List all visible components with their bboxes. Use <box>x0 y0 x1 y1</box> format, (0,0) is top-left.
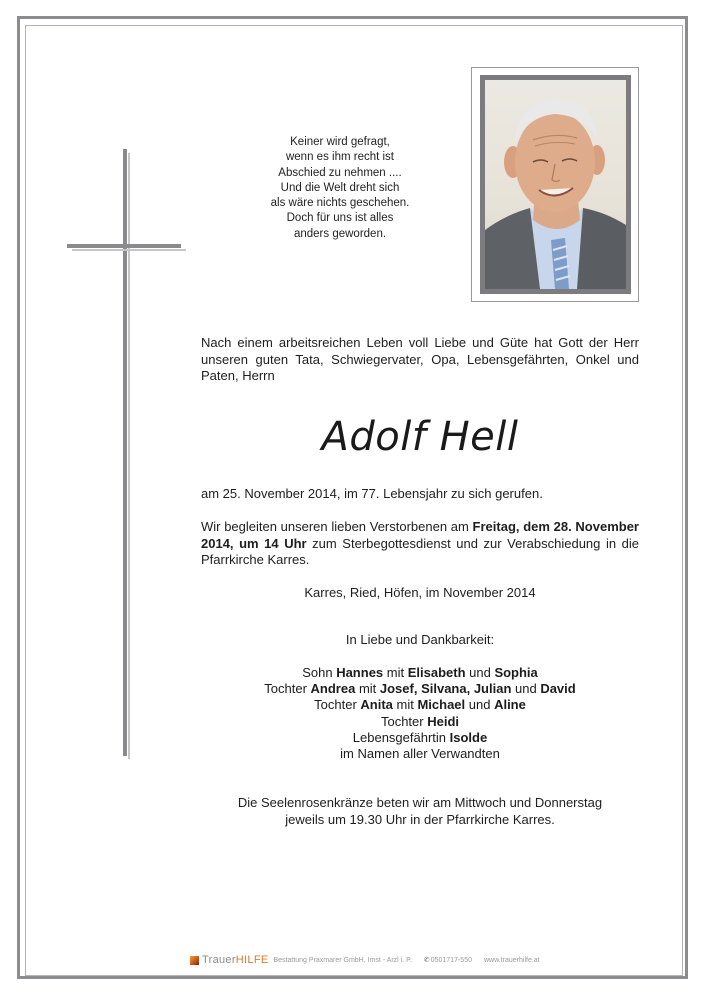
family-name: Aline <box>494 697 526 713</box>
rosary-notice <box>200 795 640 828</box>
funeral-paragraph <box>201 519 639 569</box>
family-list <box>200 665 640 762</box>
family-name: Heidi <box>427 713 460 729</box>
cross-vertical-beam <box>123 149 127 756</box>
family-text: Tochter <box>314 697 361 713</box>
poem-line: Doch für uns ist alles <box>286 212 394 225</box>
memorial-poem <box>245 135 435 242</box>
family-line <box>200 697 640 713</box>
poem-line: wenn es ihm recht ist <box>285 151 394 164</box>
family-line <box>200 714 640 730</box>
family-text: mit <box>392 697 418 713</box>
place-and-date: Karres, Ried, Höfen, im November 2014 <box>304 585 536 600</box>
logo-text-trauer: Trauer <box>202 954 236 966</box>
family-name: David <box>540 681 576 697</box>
cross-horizontal-beam <box>67 244 181 248</box>
family-text: Lebensgefährtin <box>352 729 450 745</box>
family-name: Sophia <box>494 665 538 680</box>
family-text: mit <box>355 681 380 697</box>
family-text: Tochter <box>264 681 311 697</box>
family-name: Andrea <box>310 681 356 697</box>
family-name: Josef, Silvana, Julian <box>379 681 512 697</box>
poem-line: Abschied zu nehmen .... <box>278 166 402 179</box>
family-name: Elisabeth <box>407 665 466 680</box>
death-notice: am 25. November 2014, im 77. Lebensjahr zu sich gerufen. <box>201 486 543 501</box>
deceased-name: Adolf Hell <box>321 414 519 460</box>
family-text: und <box>465 665 495 680</box>
funeral-text-post: zum Sterbegottesdienst und zur Verabschiedung in die Pfarrkirche Karres. <box>201 535 640 567</box>
phone-icon: ✆ <box>423 957 430 964</box>
portrait-photo <box>485 80 626 289</box>
family-text: und <box>511 681 541 697</box>
family-line <box>200 681 640 697</box>
family-text: Sohn <box>302 665 337 680</box>
intro-paragraph: Nach einem arbeitsreichen Leben voll Liebe und Güte hat Gott der Herr unseren guten Tata, Schwiegervater, Opa, Lebensgefährten, Onkel und Paten, Herrn <box>201 335 639 383</box>
family-text: und <box>465 697 495 713</box>
family-text: mit <box>383 665 408 680</box>
family-text: Tochter <box>380 713 428 729</box>
family-name: Hannes <box>336 665 384 680</box>
gratitude-heading: In Liebe und Dankbarkeit: <box>345 632 495 647</box>
poem-line: als wäre nichts geschehen. <box>270 197 410 210</box>
rosary-line: jeweils um 19.30 Uhr in der Pfarrkirche Karres. <box>285 811 555 827</box>
footer-credits <box>190 953 540 967</box>
family-name: Anita <box>360 697 393 713</box>
rosary-line: Die Seelenrosenkränze beten wir am Mittwoch und Donnerstag <box>237 795 603 810</box>
family-line <box>200 730 640 746</box>
company-name: Bestattung Praxmarer GmbH, Imst - Arzl i. P. <box>273 956 412 964</box>
funeral-text-pre: Wir begleiten unseren lieben Verstorbenen am <box>201 519 473 534</box>
family-name: Michael <box>417 697 466 713</box>
cross-horizontal-shadow <box>72 249 186 251</box>
poem-line: Keiner wird gefragt, <box>290 136 390 148</box>
family-line <box>200 746 640 762</box>
phone-number: 0501717-550 <box>430 956 472 964</box>
family-name: Isolde <box>449 729 488 745</box>
family-line <box>200 665 640 681</box>
website-link[interactable]: www.trauerhilfe.at <box>483 956 540 964</box>
logo-text-hilfe: HILFE <box>235 954 269 966</box>
poem-line: anders geworden. <box>293 227 387 240</box>
poem-line: Und die Welt dreht sich <box>280 181 400 194</box>
funeral-date-time: Freitag, dem 28. November 2014, um 14 Uhr <box>201 519 639 551</box>
family-text: im Namen aller Verwandten <box>340 746 500 762</box>
portrait-illustration <box>485 80 626 289</box>
trauerhilfe-logo-icon <box>190 956 199 965</box>
